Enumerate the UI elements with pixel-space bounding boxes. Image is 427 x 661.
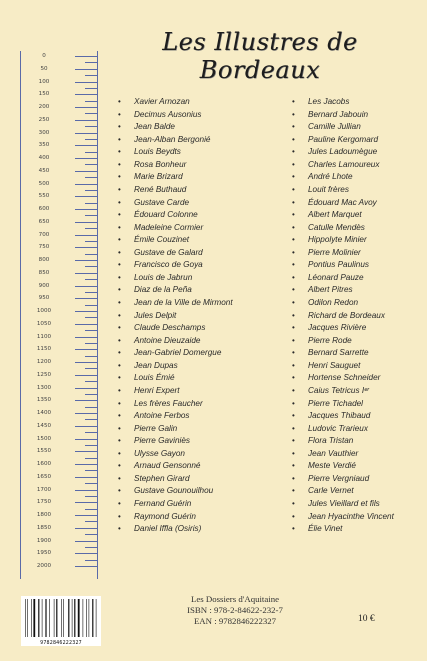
name-list-item: • Les Jacobs [292, 96, 422, 109]
ruler-minor-tick [85, 305, 97, 306]
name-list-item: • Flora Tristan [292, 435, 422, 448]
name-list-item: • Marie Brizard [118, 171, 278, 184]
barcode-digits: 9782846222327 [40, 640, 82, 646]
ruler-major-tick [75, 541, 97, 542]
barcode-bar [38, 599, 39, 637]
ruler-minor-tick [85, 177, 97, 178]
name-list-item: • Fernand Guérin [118, 498, 278, 511]
ruler-major-tick [75, 566, 97, 567]
ruler-label: 100 [38, 78, 50, 85]
name-list-item: • Diaz de la Peña [118, 284, 278, 297]
ruler-major-tick [75, 337, 97, 338]
barcode-bar [86, 599, 87, 637]
ruler-minor-tick [85, 496, 97, 497]
ruler-minor-tick [85, 152, 97, 153]
name-list-item: • Antoine Ferbos [118, 410, 278, 423]
ruler-label: 1050 [36, 320, 52, 327]
ruler-minor-tick [85, 458, 97, 459]
ruler-major-tick [75, 413, 97, 414]
barcode-bar [61, 599, 62, 637]
ean-text: EAN : 9782846222327 [193, 616, 277, 627]
name-list-item: • Édouard Colonne [118, 209, 278, 222]
ruler-label: 700 [38, 231, 50, 238]
ruler-minor-tick [85, 394, 97, 395]
ruler-minor-tick [85, 292, 97, 293]
ruler-major-tick [75, 490, 97, 491]
ruler-minor-tick [85, 343, 97, 344]
ruler-label: 250 [38, 116, 50, 123]
publisher-name: Les Dossiers d'Aquitaine [190, 594, 280, 604]
name-list-item: • Henri Sauguet [292, 360, 422, 373]
barcode-bar [27, 599, 28, 637]
ruler [20, 51, 98, 579]
ruler-label: 1250 [36, 371, 52, 378]
name-list-item: • Louis Beydts [118, 146, 278, 159]
ruler-label: 500 [38, 180, 50, 187]
name-list-item: • Carle Vernet [292, 485, 422, 498]
ruler-minor-tick [85, 368, 97, 369]
ruler-label: 150 [38, 91, 50, 98]
name-list-item: • Ulysse Gayon [118, 448, 278, 461]
name-list-item: • Jean de la Ville de Mirmont [118, 297, 278, 310]
barcode-bar [33, 599, 35, 637]
name-list-item: • Jean Dupas [118, 360, 278, 373]
name-list-item: • Arnaud Gensonné [118, 460, 278, 473]
barcode-bar [72, 599, 73, 637]
ruler-minor-tick [85, 279, 97, 280]
ruler-minor-tick [85, 126, 97, 127]
ruler-label: 1300 [36, 384, 52, 391]
ruler-major-tick [75, 426, 97, 427]
name-list-item: • Émile Couzinet [118, 234, 278, 247]
ruler-minor-tick [85, 330, 97, 331]
barcode-bar [54, 599, 55, 637]
ruler-minor-tick [85, 241, 97, 242]
name-list-item: • Claude Deschamps [118, 322, 278, 335]
ruler-major-tick [75, 184, 97, 185]
ruler-label: 600 [38, 206, 50, 212]
ruler-major-tick [75, 247, 97, 248]
name-list-item: • Jules Ladoumègue [292, 146, 422, 159]
name-list-item: • Louis de Jabrun [118, 272, 278, 285]
name-list-item: • Odilon Redon [292, 297, 422, 310]
ruler-minor-tick [85, 521, 97, 522]
ruler-major-tick [75, 145, 97, 146]
name-list-item: • Jean Hyacinthe Vincent [292, 511, 422, 524]
ruler-major-tick [75, 158, 97, 159]
ruler-minor-tick [85, 215, 97, 216]
ruler-label: 1550 [36, 448, 52, 455]
barcode-bar [89, 599, 90, 637]
name-list-item: • René Buthaud [118, 184, 278, 197]
page-title: Les Illustres de Bordeaux [162, 28, 358, 84]
name-list-item: • Ludovic Trarieux [292, 423, 422, 436]
name-list-item: • Francisco de Goya [118, 259, 278, 272]
ruler-minor-tick [85, 139, 97, 140]
name-list-item: • André Lhote [292, 171, 422, 184]
ruler-major-tick [75, 464, 97, 465]
barcode-bar [74, 599, 75, 637]
name-list-item: • Madeleine Cormier [118, 222, 278, 235]
ruler-major-tick [75, 209, 97, 210]
ruler-major-tick [75, 94, 97, 95]
ruler-label: 1900 [36, 537, 52, 544]
barcode-bar [31, 599, 32, 637]
ruler-major-tick [75, 69, 97, 70]
ruler-major-tick [75, 273, 97, 274]
ruler-minor-tick [85, 190, 97, 191]
barcode-bar [45, 599, 46, 637]
ruler-minor-tick [85, 509, 97, 510]
name-list-item: • Stephen Girard [118, 473, 278, 486]
name-list-item: • Pauline Kergomard [292, 134, 422, 147]
ruler-major-tick [75, 528, 97, 529]
name-list-item: • Édouard Mac Avoy [292, 197, 422, 210]
ruler-major-tick [75, 324, 97, 325]
ruler-major-tick [75, 311, 97, 312]
name-list-item: • Jules Vieillard et fils [292, 498, 422, 511]
ruler-label: 800 [38, 257, 50, 263]
ruler-label: 900 [38, 282, 50, 289]
ruler-major-tick [75, 133, 97, 134]
ruler-label: 1650 [36, 473, 52, 480]
name-list-item: • Bernard Sarrette [292, 347, 422, 360]
ruler-minor-tick [85, 113, 97, 114]
name-list-item: • Pontius Paulinus [292, 259, 422, 272]
barcode-bar [68, 599, 69, 637]
name-list-item: • Gustave de Galard [118, 247, 278, 260]
ruler-minor-tick [85, 266, 97, 267]
ruler-label: 1000 [36, 308, 52, 314]
ruler-label: 50 [40, 65, 48, 72]
ruler-minor-tick [85, 407, 97, 408]
ruler-label: 350 [38, 142, 50, 149]
barcode-bar [83, 599, 84, 637]
ruler-major-tick [75, 451, 97, 452]
name-list-item: • Jacques Rivière [292, 322, 422, 335]
ruler-label: 1200 [36, 359, 52, 365]
name-list-item: • Camille Jullian [292, 121, 422, 134]
name-list-item: • Catulle Mendès [292, 222, 422, 235]
ruler-minor-tick [85, 560, 97, 561]
ruler-major-tick [75, 171, 97, 172]
name-list-item: • Bernard Jabouin [292, 109, 422, 122]
name-list-item: • Gustave Gounouilhou [118, 485, 278, 498]
name-list-item: • Jules Delpit [118, 310, 278, 323]
ruler-label: 850 [38, 269, 50, 276]
ruler-label: 1700 [36, 486, 52, 493]
name-list-item: • Jean-Alban Bergonié [118, 134, 278, 147]
name-list-item: • Pierre Galin [118, 423, 278, 436]
ruler-major-tick [75, 196, 97, 197]
name-list-item: • Raymond Guérin [118, 511, 278, 524]
name-list-item: • Hortense Schneider [292, 372, 422, 385]
name-list-item: • Decimus Ausonius [118, 109, 278, 122]
barcode-bars [21, 596, 101, 640]
ruler-major-tick [75, 107, 97, 108]
name-list-item: • Pierre Molinier [292, 247, 422, 260]
name-list-item: • Richard de Bordeaux [292, 310, 422, 323]
name-list-item: • Charles Lamoureux [292, 159, 422, 172]
ruler-label: 750 [38, 244, 50, 251]
barcode-bar [78, 599, 80, 637]
ruler-minor-tick [85, 419, 97, 420]
barcode [21, 596, 101, 646]
ruler-label: 950 [38, 295, 50, 302]
names-list-right [292, 96, 422, 536]
name-list-item: • Xavier Arnozan [118, 96, 278, 109]
ruler-minor-tick [85, 101, 97, 102]
name-list-item: • Louit frères [292, 184, 422, 197]
name-list-item: • Pierre Rode [292, 335, 422, 348]
ruler-major-tick [75, 553, 97, 554]
ruler-label: 1400 [36, 410, 52, 416]
ruler-label: 300 [38, 129, 50, 136]
name-list-item: • Jean-Gabriel Domergue [118, 347, 278, 360]
ruler-label: 1500 [36, 435, 52, 442]
ruler-minor-tick [85, 203, 97, 204]
barcode-bar [96, 599, 97, 637]
ruler-major-tick [75, 82, 97, 83]
barcode-bar [42, 599, 43, 637]
ruler-minor-tick [85, 534, 97, 535]
barcode-bar [92, 599, 93, 637]
ruler-major-tick [75, 286, 97, 287]
ruler-minor-tick [85, 356, 97, 357]
ruler-major-tick [75, 260, 97, 261]
ruler-label: 200 [38, 104, 50, 110]
name-list-item: • Pierre Tichadel [292, 398, 422, 411]
name-list-item: • Hippolyte Minier [292, 234, 422, 247]
name-list-item: • Henri Expert [118, 385, 278, 398]
barcode-bar [56, 599, 57, 637]
ruler-minor-tick [85, 254, 97, 255]
ruler-minor-tick [85, 228, 97, 229]
name-list-item: • Léonard Pauze [292, 272, 422, 285]
ruler-minor-tick [85, 164, 97, 165]
ruler-major-tick [75, 235, 97, 236]
names-list-left [118, 96, 278, 536]
ruler-major-tick [75, 120, 97, 121]
ruler-minor-tick [85, 547, 97, 548]
name-list-item: • Meste Verdié [292, 460, 422, 473]
name-list-item: • Jacques Thibaud [292, 410, 422, 423]
price: 10 € [358, 614, 375, 624]
ruler-label: 1450 [36, 422, 52, 429]
ruler-major-tick [75, 362, 97, 363]
ruler-label: 1350 [36, 397, 52, 404]
ruler-minor-tick [85, 88, 97, 89]
ruler-major-tick [75, 388, 97, 389]
ruler-label: 650 [38, 218, 50, 225]
ruler-major-tick [75, 502, 97, 503]
ruler-label: 400 [38, 155, 50, 161]
ruler-label: 1600 [36, 461, 52, 467]
name-list-item: • Pierre Gaviniès [118, 435, 278, 448]
ruler-major-tick [75, 439, 97, 440]
name-list-item: • Jean Vauthier [292, 448, 422, 461]
ruler-minor-tick [85, 470, 97, 471]
name-list-item: • Antoine Dieuzaide [118, 335, 278, 348]
ruler-label: 1800 [36, 512, 52, 518]
ruler-label: 1850 [36, 524, 52, 531]
name-list-item: • Albert Pitres [292, 284, 422, 297]
name-list-item: • Élie Vinet [292, 523, 422, 536]
ruler-minor-tick [85, 483, 97, 484]
name-list-item: • Jean Balde [118, 121, 278, 134]
ruler-major-tick [75, 298, 97, 299]
ruler-minor-tick [85, 62, 97, 63]
ruler-major-tick [75, 400, 97, 401]
ruler-label: 1150 [36, 346, 52, 353]
name-list-item: • Rosa Bonheur [118, 159, 278, 172]
ruler-major-tick [75, 56, 97, 57]
ruler-label: 1750 [36, 499, 52, 506]
name-list-item: • Caius Tetricus Iᵉʳ [292, 385, 422, 398]
ruler-minor-tick [85, 432, 97, 433]
ruler-major-tick [75, 477, 97, 478]
name-list-item: • Gustave Carde [118, 197, 278, 210]
ruler-minor-tick [85, 445, 97, 446]
ruler-label: 1950 [36, 550, 52, 557]
ruler-major-tick [75, 515, 97, 516]
ruler-label: 550 [38, 193, 50, 200]
ruler-label: 0 [42, 53, 46, 59]
ruler-major-tick [75, 222, 97, 223]
name-list-item: • Pierre Vergniaud [292, 473, 422, 486]
barcode-bar [63, 599, 64, 637]
barcode-bar [49, 599, 50, 637]
name-list-item: • Louis Émié [118, 372, 278, 385]
ruler-minor-tick [85, 381, 97, 382]
ruler-minor-tick [85, 317, 97, 318]
publisher-info [150, 594, 320, 628]
name-list-item: • Les frères Faucher [118, 398, 278, 411]
name-list-item: • Daniel Iffla (Osiris) [118, 523, 278, 536]
name-list-item: • Albert Marquet [292, 209, 422, 222]
ruler-label: 2000 [36, 563, 52, 569]
barcode-bar [25, 599, 26, 637]
ruler-label: 1100 [36, 333, 52, 340]
isbn-text: ISBN : 978-2-84622-232-7 [187, 605, 283, 616]
ruler-major-tick [75, 375, 97, 376]
ruler-minor-tick [85, 75, 97, 76]
ruler-major-tick [75, 349, 97, 350]
ruler-label: 450 [38, 167, 50, 174]
